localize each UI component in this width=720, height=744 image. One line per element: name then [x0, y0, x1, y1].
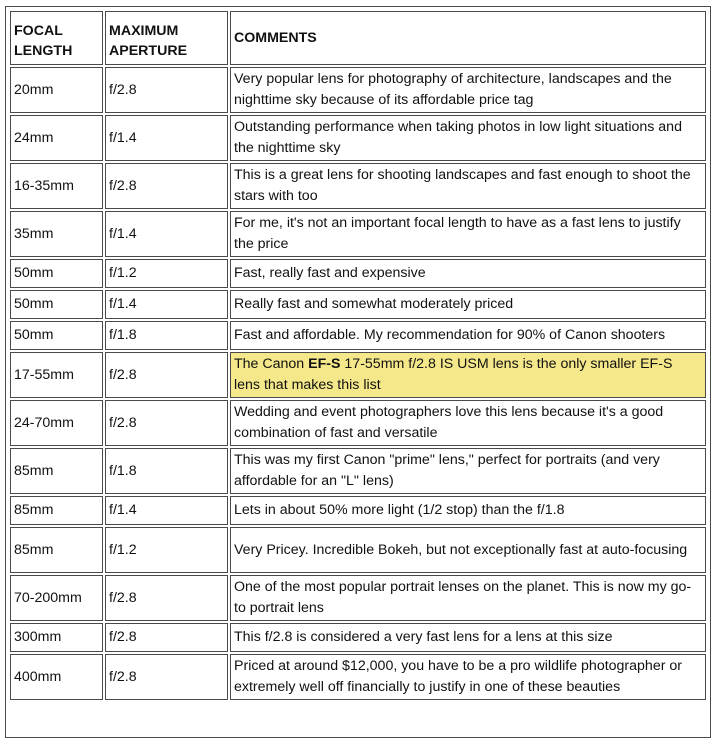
table-row-highlighted: [10, 352, 706, 398]
cell-aperture: f/1.4: [105, 211, 228, 257]
cell-comment: Very Pricey. Incredible Bokeh, but not exceptionally fast at auto-focusing: [230, 527, 706, 573]
header-focal-length: [10, 11, 103, 65]
table-row: [10, 321, 706, 350]
cell-comment: Really fast and somewhat moderately priced: [230, 290, 706, 319]
cell-aperture: f/2.8: [105, 352, 228, 398]
header-aperture-line2: APERTURE: [109, 43, 188, 59]
cell-focal: 85mm: [10, 527, 103, 573]
cell-focal: 85mm: [10, 448, 103, 494]
cell-aperture: f/2.8: [105, 163, 228, 209]
cell-focal: 35mm: [10, 211, 103, 257]
table-row: [10, 290, 706, 319]
header-focal-line1: FOCAL: [14, 23, 63, 39]
cell-focal: 400mm: [10, 654, 103, 700]
table-row: [10, 163, 706, 209]
comment-text-bold: EF-S: [308, 356, 341, 372]
cell-aperture: f/2.8: [105, 400, 228, 446]
table-row: [10, 115, 706, 161]
cell-comment: For me, it's not an important focal length to have as a fast lens to justify the price: [230, 211, 706, 257]
cell-aperture: f/1.4: [105, 496, 228, 525]
cell-focal: 50mm: [10, 259, 103, 288]
cell-focal: 24mm: [10, 115, 103, 161]
cell-focal: 20mm: [10, 67, 103, 113]
cell-aperture: f/2.8: [105, 575, 228, 621]
cell-comment: Fast and affordable. My recommendation for 90% of Canon shooters: [230, 321, 706, 350]
cell-comment: This is a great lens for shooting landscapes and fast enough to shoot the stars with too: [230, 163, 706, 209]
cell-aperture: f/2.8: [105, 623, 228, 652]
cell-focal: 70-200mm: [10, 575, 103, 621]
table-row: [10, 67, 706, 113]
cell-aperture: f/1.2: [105, 527, 228, 573]
table-row: [10, 259, 706, 288]
lens-table: [8, 9, 708, 702]
table-row: [10, 400, 706, 446]
cell-aperture: f/2.8: [105, 67, 228, 113]
cell-focal: 17-55mm: [10, 352, 103, 398]
cell-comment: This f/2.8 is considered a very fast lens for a lens at this size: [230, 623, 706, 652]
cell-comment: Wedding and event photographers love this lens because it's a good combination of fast and versatile: [230, 400, 706, 446]
cell-comment: Outstanding performance when taking photos in low light situations and the nighttime sky: [230, 115, 706, 161]
header-aperture-line1: MAXIMUM: [109, 23, 179, 39]
table-row: [10, 448, 706, 494]
cell-focal: 85mm: [10, 496, 103, 525]
table-row: [10, 496, 706, 525]
cell-aperture: f/1.8: [105, 448, 228, 494]
table-row: [10, 527, 706, 573]
table-row: [10, 654, 706, 700]
header-maximum-aperture: [105, 11, 228, 65]
cell-focal: 16-35mm: [10, 163, 103, 209]
comment-text-pre: The Canon: [234, 356, 309, 372]
lens-table-container: [5, 6, 711, 738]
table-row: [10, 623, 706, 652]
cell-aperture: f/1.2: [105, 259, 228, 288]
table-header-row: [10, 11, 706, 65]
table-row: [10, 211, 706, 257]
cell-focal: 50mm: [10, 290, 103, 319]
header-focal-line2: LENGTH: [14, 43, 73, 59]
cell-comment-highlighted: [230, 352, 706, 398]
cell-comment: Priced at around $12,000, you have to be a pro wildlife photographer or extremely well off financially to justify in one of these beauties: [230, 654, 706, 700]
cell-comment: Very popular lens for photography of architecture, landscapes and the nighttime sky because of its affordable price tag: [230, 67, 706, 113]
cell-comment: Lets in about 50% more light (1/2 stop) than the f/1.8: [230, 496, 706, 525]
cell-focal: 50mm: [10, 321, 103, 350]
cell-comment: This was my first Canon "prime" lens," perfect for portraits (and very affordable for an "L" lens): [230, 448, 706, 494]
cell-comment: Fast, really fast and expensive: [230, 259, 706, 288]
cell-comment: One of the most popular portrait lenses on the planet. This is now my go-to portrait lens: [230, 575, 706, 621]
cell-aperture: f/1.4: [105, 115, 228, 161]
cell-aperture: f/2.8: [105, 654, 228, 700]
table-row: [10, 575, 706, 621]
cell-aperture: f/1.4: [105, 290, 228, 319]
cell-aperture: f/1.8: [105, 321, 228, 350]
header-comments: COMMENTS: [230, 11, 706, 65]
cell-focal: 24-70mm: [10, 400, 103, 446]
comment-text-post: 17-55mm f/2.8 IS USM lens is the only smaller EF-S lens that makes this list: [234, 356, 673, 393]
cell-focal: 300mm: [10, 623, 103, 652]
